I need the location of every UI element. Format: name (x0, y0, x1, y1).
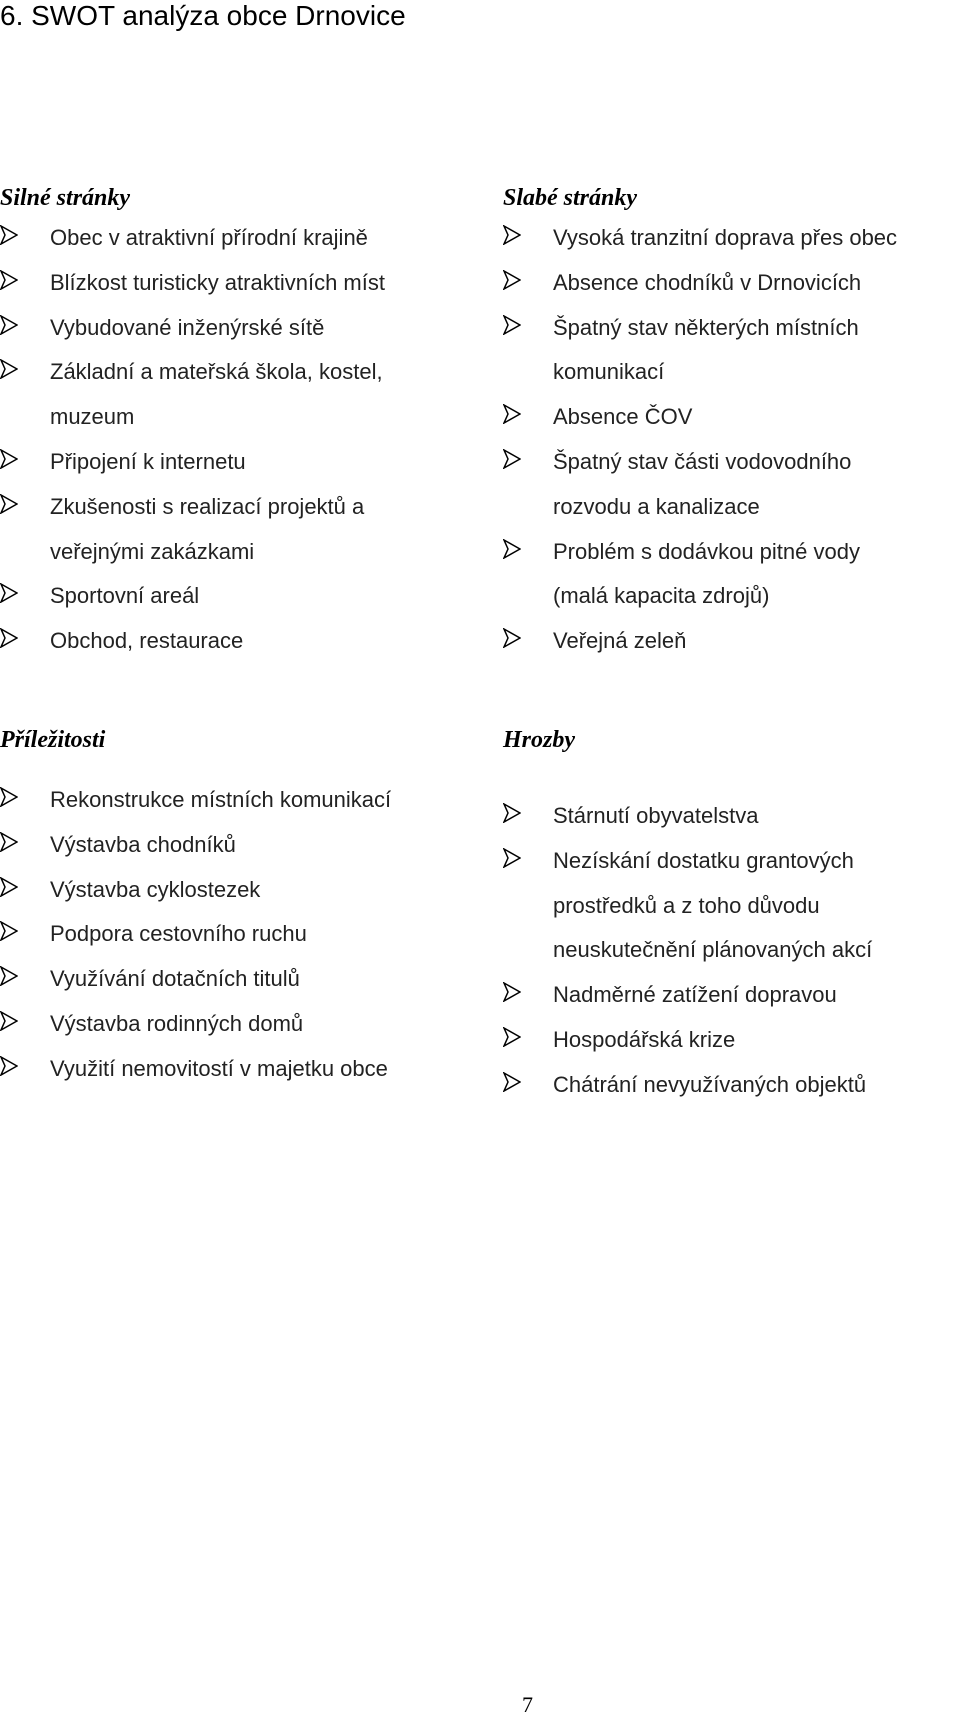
arrow-bullet-icon (0, 225, 18, 245)
arrow-bullet-icon (0, 583, 18, 603)
list-item-text: Vybudované inženýrské sítě (50, 314, 325, 340)
list-item-text: Blízkost turisticky atraktivních míst (50, 269, 385, 295)
arrow-bullet-icon (0, 494, 18, 514)
arrow-bullet-icon (0, 359, 18, 379)
arrow-bullet-icon (503, 225, 521, 245)
opportunities-section (0, 725, 392, 1081)
list-item-text: Absence chodníků v Drnovicích (553, 269, 862, 295)
list-item-text: Nadměrné zatížení dopravou (553, 982, 837, 1008)
list-item-text: Rekonstrukce místních komunikací (50, 787, 392, 812)
arrow-bullet-icon (0, 270, 18, 290)
arrow-bullet-icon (503, 449, 521, 469)
page-title: 6. SWOT analýza obce Drnovice (0, 0, 406, 31)
arrow-bullet-icon (503, 270, 521, 290)
arrow-bullet-icon (0, 628, 18, 648)
list-item-text: Obchod, restaurace (50, 628, 244, 654)
list-item-text: Nezískání dostatku grantových (553, 847, 854, 873)
list-item-text: Špatný stav části vodovodního (553, 449, 852, 474)
arrow-bullet-icon (503, 315, 521, 335)
list-item-text: (malá kapacita zdrojů) (553, 583, 770, 609)
list-item-text: Výstavba cyklostezek (50, 876, 261, 902)
list-item-text: Výstavba chodníků (50, 831, 236, 857)
arrow-bullet-icon (0, 1056, 18, 1076)
arrow-bullet-icon (0, 315, 18, 335)
arrow-bullet-icon (503, 628, 521, 648)
threats-heading: Hrozby (503, 727, 575, 753)
arrow-bullet-icon (503, 982, 521, 1002)
list-item-text: Sportovní areál (50, 583, 200, 609)
arrow-bullet-icon (503, 803, 521, 823)
list-item-text: neuskutečnění plánovaných akcí (553, 937, 873, 963)
list-item-text: Veřejná zeleň (553, 628, 687, 654)
list-item-text: Absence ČOV (553, 404, 693, 430)
list-item-text: rozvodu a kanalizace (553, 493, 760, 519)
weaknesses-heading: Slabé stránky (503, 185, 638, 211)
weaknesses-section (503, 183, 898, 654)
arrow-bullet-icon (503, 848, 521, 868)
list-item-text: muzeum (50, 404, 135, 430)
arrow-bullet-icon (503, 1027, 521, 1047)
arrow-bullet-icon (0, 966, 18, 986)
arrow-bullet-icon (503, 539, 521, 559)
arrow-bullet-icon (0, 832, 18, 852)
arrow-bullet-icon (503, 404, 521, 424)
list-item-text: Chátrání nevyužívaných objektů (553, 1071, 867, 1097)
list-item-text: komunikací (553, 359, 665, 385)
list-item-text: Stárnutí obyvatelstva (553, 803, 759, 828)
threats-section (503, 725, 873, 1097)
list-item-text: Využití nemovitostí v majetku obce (50, 1055, 388, 1081)
list-item-text: Hospodářská krize (553, 1027, 736, 1052)
arrow-bullet-icon (503, 1072, 521, 1092)
strengths-section (0, 183, 385, 654)
list-item-text: veřejnými zakázkami (50, 538, 255, 564)
list-item-text: Výstavba rodinných domů (50, 1011, 304, 1036)
list-item-text: Vysoká tranzitní doprava přes obec (553, 225, 898, 250)
list-item-text: Využívání dotačních titulů (50, 966, 300, 992)
list-item-text: Základní a mateřská škola, kostel, (50, 359, 383, 385)
arrow-bullet-icon (0, 921, 18, 941)
list-item-text: prostředků a z toho důvodu (553, 892, 820, 918)
list-item-text: Obec v atraktivní přírodní krajině (50, 225, 368, 250)
arrow-bullet-icon (0, 449, 18, 469)
arrow-bullet-icon (0, 787, 18, 807)
arrow-bullet-icon (0, 877, 18, 897)
strengths-heading: Silné stránky (0, 185, 131, 211)
list-item-text: Zkušenosti s realizací projektů a (50, 493, 365, 519)
page-number: 7 (522, 1692, 533, 1717)
list-item-text: Špatný stav některých místních (553, 314, 859, 340)
opportunities-heading: Příležitosti (0, 727, 106, 753)
list-item-text: Podpora cestovního ruchu (50, 921, 307, 947)
list-item-text: Připojení k internetu (50, 449, 246, 474)
list-item-text: Problém s dodávkou pitné vody (553, 538, 860, 564)
arrow-bullet-icon (0, 1011, 18, 1031)
